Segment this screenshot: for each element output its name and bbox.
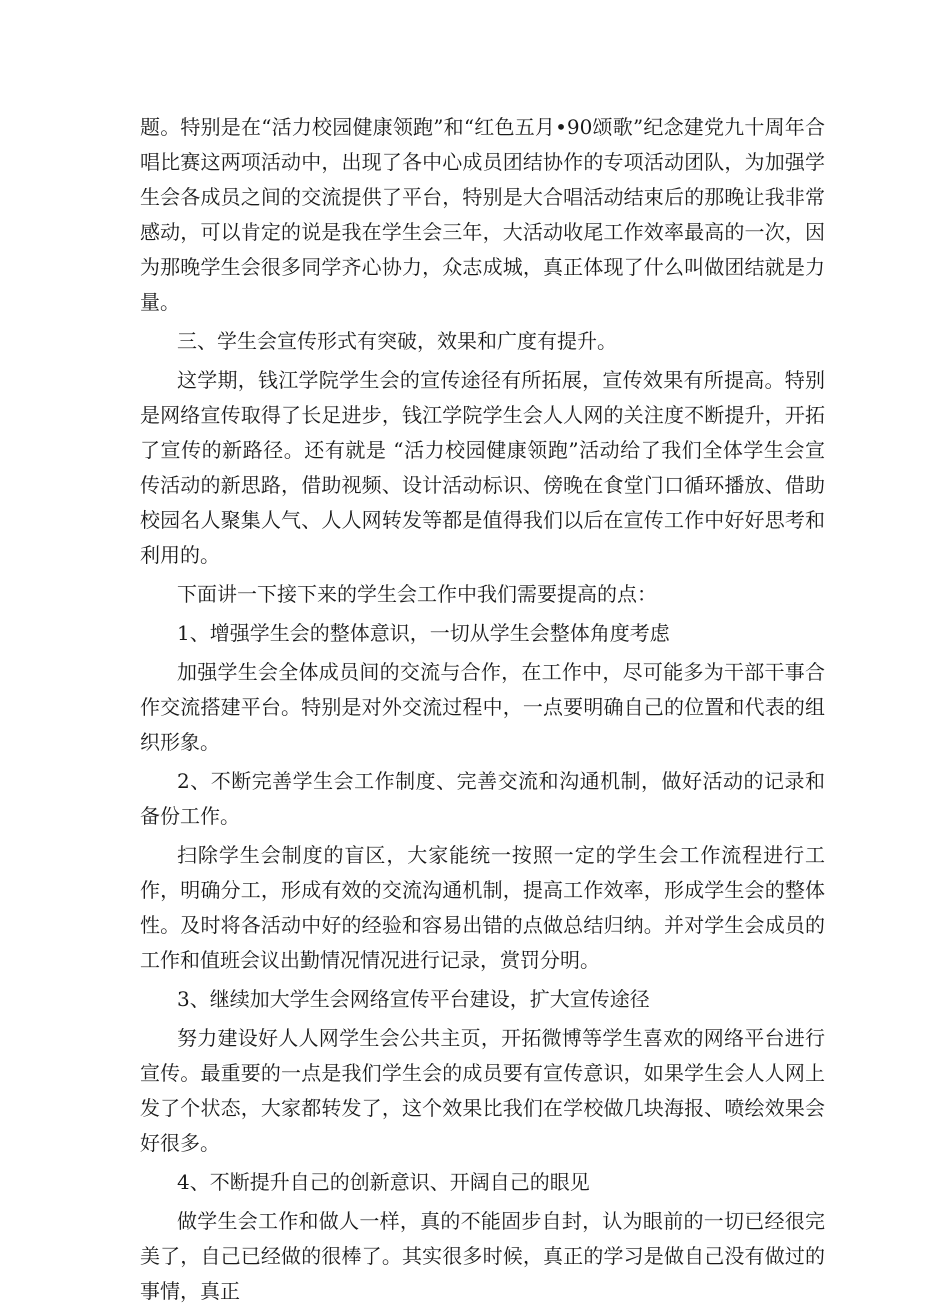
paragraph-point-4: 做学生会工作和做人一样，真的不能固步自封，认为眼前的一切已经很完美了，自己已经做的很棒了。其实很多时候，真正的学习是做自己没有做过的事情，真正 xyxy=(140,1209,825,1303)
point-heading-3: 3、继续加大学生会网络宣传平台建设，扩大宣传途径 xyxy=(177,987,650,1011)
point-heading-2: 2、不断完善学生会工作制度、完善交流和沟通机制，做好活动的记录和备份工作。 xyxy=(140,769,825,828)
section-heading-publicity: 三、学生会宣传形式有突破，效果和广度有提升。 xyxy=(177,329,617,353)
point-heading-1: 1、增强学生会的整体意识，一切从学生会整体角度考虑 xyxy=(177,621,670,645)
paragraph-point-2: 扫除学生会制度的盲区，大家能统一按照一定的学生会工作流程进行工作，明确分工，形成有效的交流沟通机制，提高工作效率，形成学生会的整体性。及时将各活动中好的经验和容易出错的点做总结归纳。并对学生会成员的工作和值班会议出勤情况情况进行记录，赏罚分明。 xyxy=(140,843,825,972)
paragraph-improvements-intro: 下面讲一下接下来的学生会工作中我们需要提高的点： xyxy=(177,582,657,606)
paragraph-continuation: 题。特别是在“活力校园健康领跑”和“红色五月•90颂歌”纪念建党九十周年合唱比赛这两项活动中，出现了各中心成员团结协作的专项活动团队，为加强学生会各成员之间的交流提供了平台，特别是大合唱活动结束后的那晚让我非常感动，可以肯定的说是我在学生会三年，大活动收尾工作效率最高的一次，因为那晚学生会很多同学齐心协力，众志成城，真正体现了什么叫做团结就是力量。 xyxy=(140,115,825,314)
paragraph-point-3: 努力建设好人人网学生会公共主页，开拓微博等学生喜欢的网络平台进行宣传。最重要的一点是我们学生会的成员要有宣传意识，如果学生会人人网上发了个状态，大家都转发了，这个效果比我们在学校做几块海报、喷绘效果会好很多。 xyxy=(140,1026,825,1155)
point-heading-4: 4、不断提升自己的创新意识、开阔自己的眼见 xyxy=(177,1170,590,1194)
paragraph-point-1: 加强学生会全体成员间的交流与合作，在工作中，尽可能多为干部干事合作交流搭建平台。特别是对外交流过程中，一点要明确自己的位置和代表的组织形象。 xyxy=(140,660,825,754)
paragraph-publicity: 这学期，钱江学院学生会的宣传途径有所拓展，宣传效果有所提高。特别是网络宣传取得了长足进步，钱江学院学生会人人网的关注度不断提升，开拓了宣传的新路径。还有就是 “活力校园健康领跑”活动给了我们全体学生会宣传活动的新思路，借助视频、设计活动标识、傍晚在食堂门口循环播放、借助校园名人聚集人气、人人网转发等都是值得我们以后在宣传工作中好好思考和利用的。 xyxy=(140,368,825,567)
document-page xyxy=(140,110,825,1313)
